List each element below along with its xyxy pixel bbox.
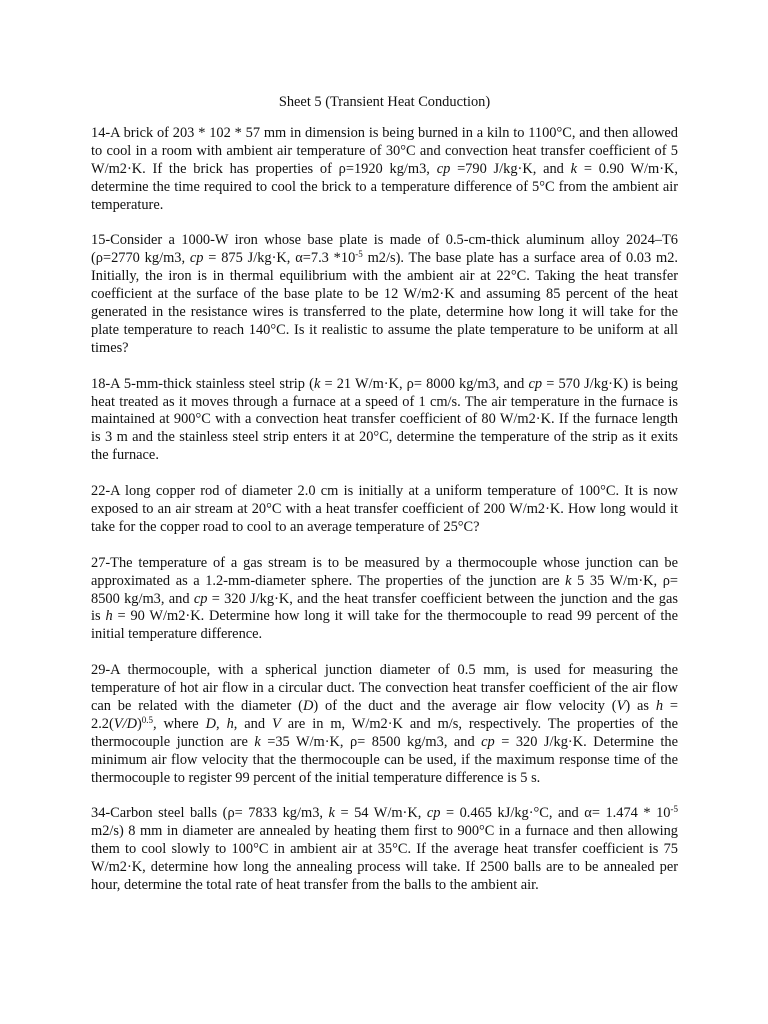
problem-34: 34-Carbon steel balls (ρ= 7833 kg/m3, k = 54 W/m·K, cp = 0.465 kJ/kg·°C, and $\alpha= 1.474 * 10^{-5}$ m2/s) 8 mm in diameter are annealed by heating them first to 900°C in a furnace and then allowing them to cool slowly to 100°C in ambient air at 35°C. If the average heat transfer coefficient is 75 W/m2·K, determine how long the annealing process will take. If 2500 balls are to be annealed per hour, determine the total rate of heat transfer from the balls to the ambient air. <box>91 804 678 893</box>
page-title: Sheet 5 (Transient Heat Conduction) <box>278 94 491 110</box>
problem-18: 18-A 5-mm-thick stainless steel strip (k = 21 W/m·K, ρ= 8000 kg/m3, and cp = 570 J/kg·K) is being heat treated as it moves through a furnace at a speed of 1 cm/s. The air temperature in the furnace is maintained at 900°C with a convection heat transfer coefficient of 80 W/m2·K. If the furnace length is 3 m and the stainless steel strip enters it at 20°C, determine the temperature of the strip as it exits the furnace. <box>91 375 678 464</box>
problem-15: 15-Consider a 1000-W iron whose base plate is made of 0.5-cm-thick aluminum alloy 2024–T6 (ρ=2770 kg/m3, cp = 875 J/kg·K, α=7.3 $*10^{-5}$ m2/s). The base plate has a surface area of 0.03 m2. Initially, the iron is in thermal equilibrium with the ambient air at 22°C. Taking the heat transfer coefficient at the surface of the base plate to be 12 W/m2·K and assuming 85 percent of the heat generated in the resistance wires is transferred to the plate, determine how long it will take for the plate temperature to reach 140°C. Is it realistic to assume the plate temperature to be uniform at all times? <box>91 232 678 356</box>
problem-14: 14-A brick of 203 * 102 * 57 mm in dimension is being burned in a kiln to 1100°C, and then allowed to cool in a room with ambient air temperature of 30°C and convection heat transfer coefficient of 5 W/m2·K. If the brick has properties of ρ=1920 kg/m3, cp =790 J/kg·K, and k = 0.90 W/m·K, determine the time required to cool the brick to a temperature difference of 5°C from the ambient air temperature. <box>91 125 679 213</box>
problem-22: 22-A long copper rod of diameter 2.0 cm is initially at a uniform temperature of 100°C. It is now exposed to an air stream at 20°C with a heat transfer coefficient of 200 W/m2·K. How long would it take for the copper road to cool to an average temperature of 25°C? <box>91 483 678 535</box>
problem-27: 27-The temperature of a gas stream is to be measured by a thermocouple whose junction can be approximated as a 1.2-mm-diameter sphere. The properties of the junction are k 5 35 W/m·K, ρ= 8500 kg/m3, and cp = 320 J/kg·K, and the heat transfer coefficient between the junction and the gas is h = 90 W/m2·K. Determine how long it will take for the thermocouple to read 99 percent of the initial temperature difference. <box>91 554 678 643</box>
problem-29: 29-A thermocouple, with a spherical junction diameter of 0.5 mm, is used for measuring the temperature of hot air flow in a circular duct. The convection heat transfer coefficient of the air flow can be related with the diameter (D) of the duct and the average air flow velocity (V) as $h = 2.2(V/D)^{0.5}$, where D, h, and V are in m, W/m2·K and m/s, respectively. The properties of the thermocouple junction are k =35 W/m·K, ρ= 8500 kg/m3, and cp = 320 J/kg·K. Determine the minimum air flow velocity that the thermocouple can be used, if the maximum response time of the thermocouple to register 99 percent of the initial temperature difference is 5 s. <box>91 662 678 786</box>
